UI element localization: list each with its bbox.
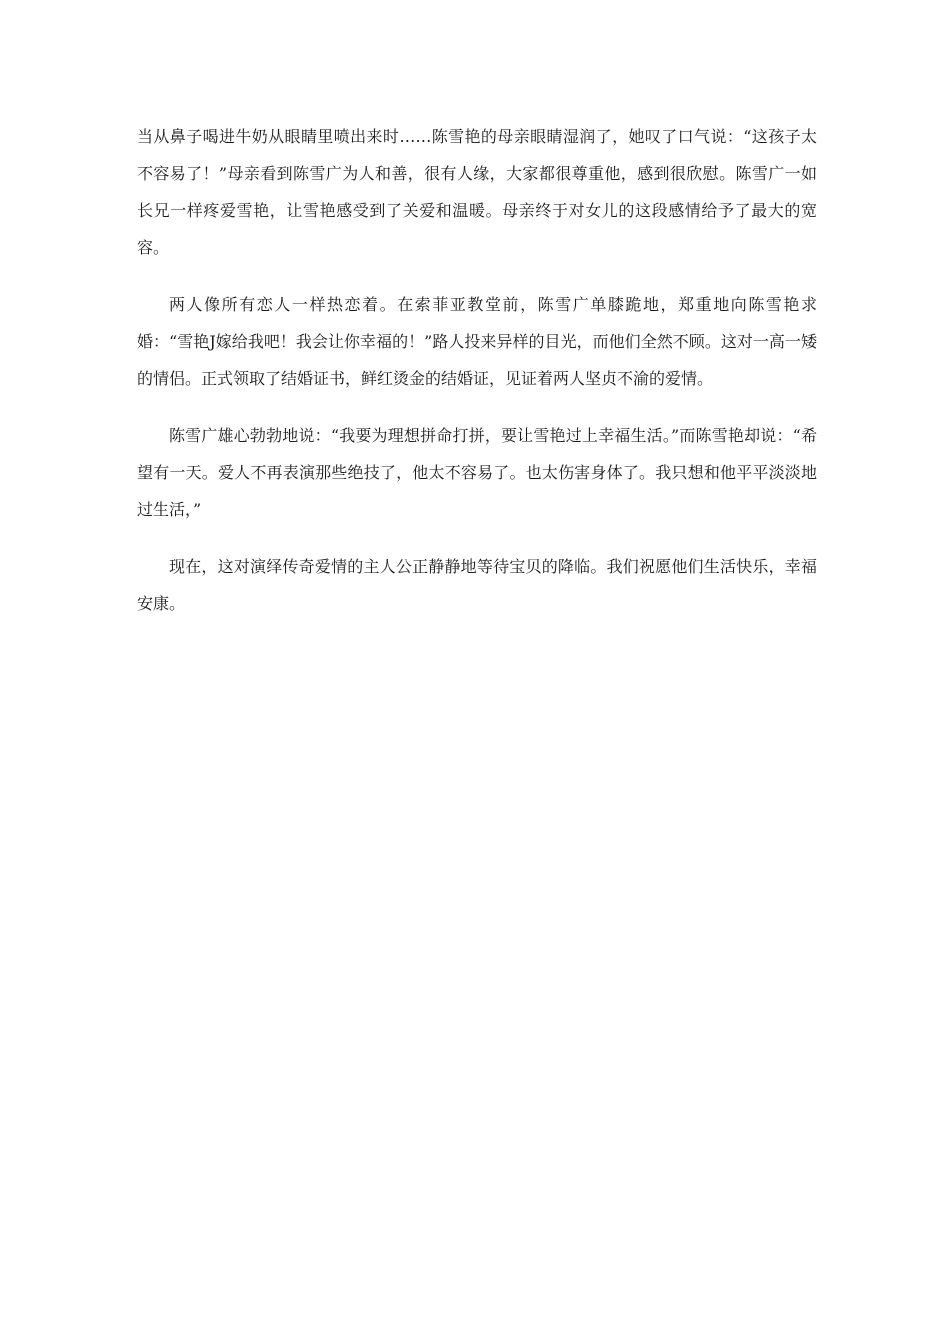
paragraph-3: 陈雪广雄心勃勃地说：“我要为理想拼命打拼，要让雪艳过上幸福生活。”而陈雪艳却说：“希望有一天。爱人不再表演那些绝技了，他太不容易了。也太伤害身体了。我只想和他平平淡淡地过生活，” [137, 426, 817, 519]
article-body [137, 118, 817, 642]
paragraph-1: 当从鼻子喝进牛奶从眼睛里喷出来时……陈雪艳的母亲眼睛湿润了，她叹了口气说：“这孩子太不容易了！”母亲看到陈雪广为人和善，很有人缘，大家都很尊重他，感到很欣慰。陈雪广一如长兄一样疼爱雪艳，让雪艳感受到了关爱和温暖。母亲终于对女儿的这段感情给予了最大的宽容。 [137, 127, 817, 257]
paragraph-2: 两人像所有恋人一样热恋着。在索菲亚教堂前，陈雪广单膝跪地，郑重地向陈雪艳求婚：“雪艳J嫁给我吧！我会让你幸福的！”路人投来异样的目光，而他们全然不顾。这对一高一矮的情侣。正式领取了结婚证书，鲜红烫金的结婚证，见证着两人坚贞不渝的爱情。 [137, 295, 817, 388]
paragraph-4: 现在，这对演绎传奇爱情的主人公正静静地等待宝贝的降临。我们祝愿他们生活快乐，幸福安康。 [137, 557, 817, 613]
